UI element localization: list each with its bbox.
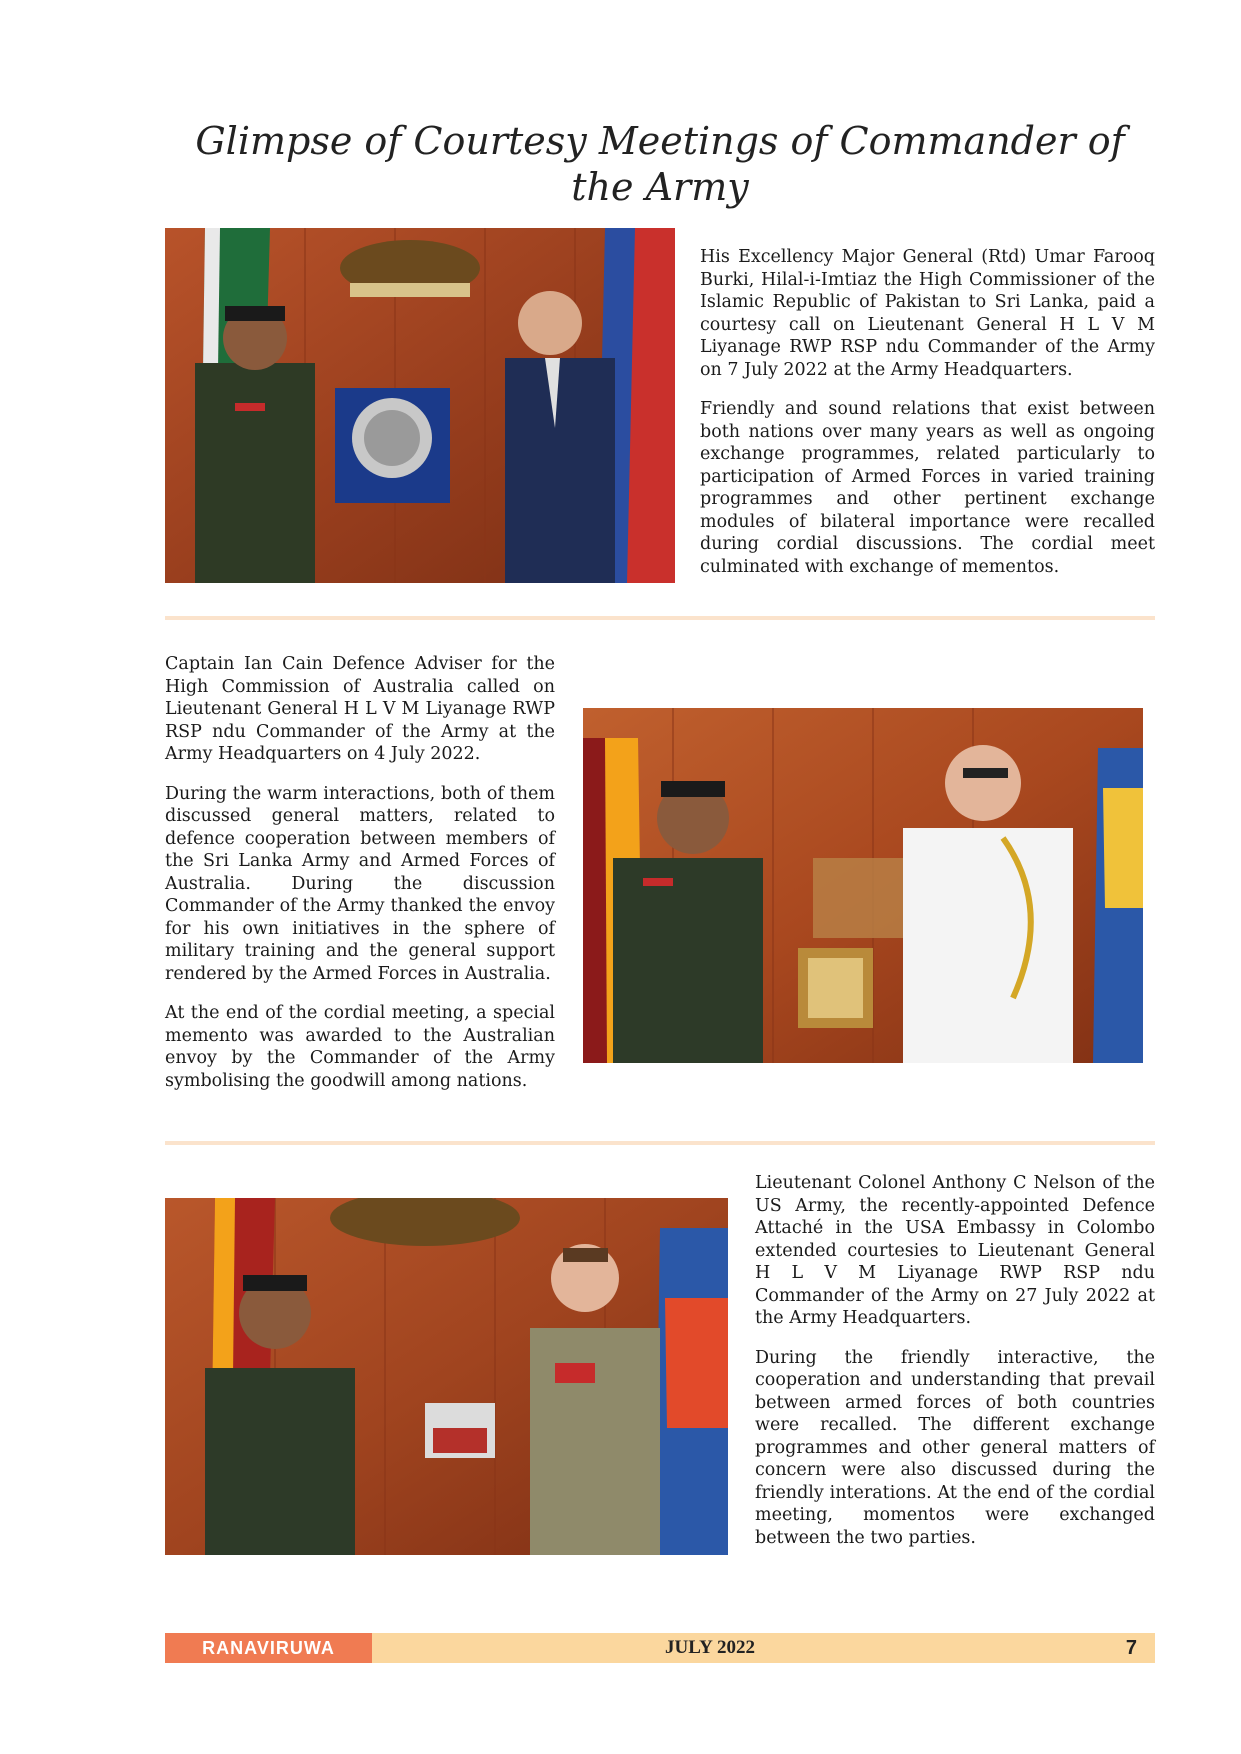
page-footer — [165, 1633, 1155, 1663]
page-number: 7 — [1125, 1637, 1137, 1659]
section-1-paragraph-1: His Excellency Major General (Rtd) Umar Farooq Burki, Hilal-i-Imtiaz the High Commissioner of the Islamic Republic of Pakistan to Sri Lanka, paid a courtesy call on Lieutenant General H L V M Liyanage RWP RSP ndu Commander of the Army on 7 July 2022 at the Army Headquarters. — [700, 247, 1155, 380]
section-1-text — [700, 246, 1155, 595]
section-3-paragraph-1: Lieutenant Colonel Anthony C Nelson of the US Army, the recently-appointed Defence Attaché in the USA Embassy in Colombo extended courtesies to Lieutenant General H L V M Liyanage RWP RSP ndu Commander of the Army on 27 July 2022 at the Army Headquarters. — [755, 1173, 1155, 1328]
footer-date: JULY 2022 — [665, 1637, 755, 1658]
section-2-text — [165, 653, 555, 1109]
photo-australia-meeting — [583, 708, 1143, 1063]
footer-brand: RANAVIRUWA — [165, 1633, 372, 1663]
section-2-paragraph-3: At the end of the cordial meeting, a special memento was awarded to the Australian envoy by the Commander of the Army symbolising the goodwill among nations. — [165, 1003, 555, 1091]
section-2-paragraph-1: Captain Ian Cain Defence Adviser for the High Commission of Australia called on Lieutenant General H L V M Liyanage RWP RSP ndu Commander of the Army at the Army Headquarters on 4 July 2022. — [165, 654, 555, 764]
photo-usa-meeting — [165, 1198, 728, 1555]
section-2-paragraph-2: During the warm interactions, both of them discussed general matters, related to defence cooperation between members of the Sri Lanka Army and Armed Forces of Australia. During the discussion Commander of the Army thanked the envoy for his own initiatives in the sphere of military training and the general support rendered by the Armed Forces in Australia. — [165, 783, 555, 984]
page-title: Glimpse of Courtesy Meetings of Commander of the Army — [195, 119, 1125, 209]
section-1-paragraph-2: Friendly and sound relations that exist between both nations over many years as well as ongoing exchange programmes, related particularly to participation of Armed Forces in varied training programmes and other pertinent exchange modules of bilateral importance were recalled during cordial discussions. The cordial meet culminated with exchange of mementos. — [700, 399, 1155, 577]
section-3-text — [755, 1172, 1155, 1566]
photo-pakistan-meeting — [165, 228, 675, 583]
section-divider-2 — [165, 1141, 1155, 1145]
section-3-paragraph-2: During the friendly interactive, the cooperation and understanding that prevail between armed forces of both countries were recalled. The different exchange programmes and other general matters of concern were also discussed during the friendly interations. At the end of the cordial meeting, momentos were exchanged between the two parties. — [755, 1347, 1155, 1548]
section-divider-1 — [165, 616, 1155, 620]
